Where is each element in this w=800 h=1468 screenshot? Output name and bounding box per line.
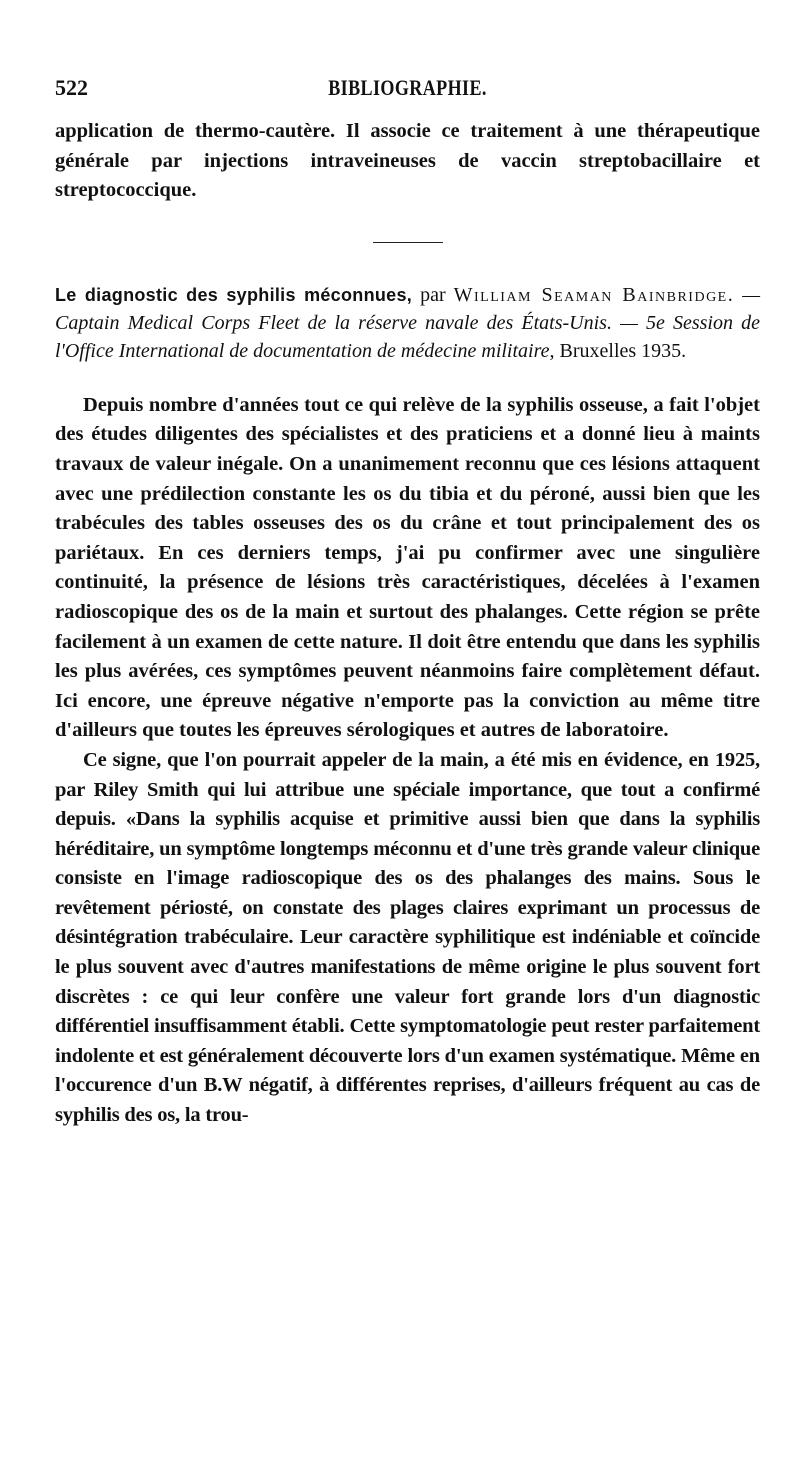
entry-place: Bruxelles 1935. (559, 339, 687, 362)
document-page (55, 75, 760, 1131)
body-paragraph-1: Depuis nombre d'années tout ce qui relève de la syphilis osseuse, a fait l'objet des études diligentes des spécialistes et des praticiens et a donné lieu à maints travaux de valeur inégale. On a unanimement reconnu que ces lésions attaquent avec une prédilection constante les os du tibia et du péroné, aussi bien que les trabécules des tables osseuses des os du crâne et tout principalement des os pariétaux. En ces derniers temps, j'ai pu confirmer avec une singulière continuité, la présence de lésions très caractéristiques, décelées à l'examen radioscopique des os de la main et surtout des phalanges. Cette région se prête facilement à un examen de cette nature. Il doit être entendu que dans les syphilis les plus avérées, ces symptômes peuvent néanmoins faire complètement défaut. Ici encore, une épreuve négative n'emporte pas la conviction au même titre d'ailleurs que toutes les épreuves sérologiques et autres de laboratoire. (55, 393, 760, 742)
entry-par: par (420, 283, 446, 306)
article-body (55, 391, 760, 1131)
body-paragraph-2: Ce signe, que l'on pourrait appeler de la main, a été mis en évidence, en 1925, par Riley Smith qui lui attribue une spéciale importance, que tout a confirmé depuis. «Dans la syphilis acquise et primitive aussi bien que dans la syphilis héréditaire, un symptôme longtemps méconnu et d'une très grande valeur clinique consiste en l'image radioscopique des os des phalanges des mains. Sous le revêtement périosté, on constate des plages claires exprimant un processus de désintégration trabéculaire. Leur caractère syphilitique est indéniable et coïncide le plus souvent avec d'autres manifestations de même origine le plus souvent fort discrètes : ce qui leur confère une valeur fort grande lors d'un diagnostic différentiel insuffisamment établi. Cette symptomatologie peut rester parfaitement indolente et est généralement découverte lors d'un examen systématique. Même en l'occurence d'un B.W négatif, à différentes reprises, d'ailleurs fréquent au cas de syphilis des os, la trou- (55, 748, 760, 1127)
running-title: BIBLIOGRAPHIE. (328, 75, 487, 100)
entry-details: — Captain Medical Corps Fleet de la réserve navale des États-Unis. — 5e Session de l'Office International de documentation de médecine militaire, (55, 283, 761, 362)
entry-title: Le diagnostic des syphilis méconnues, (55, 284, 413, 305)
page-number: 522 (55, 75, 88, 100)
running-header (55, 75, 760, 105)
continuation-paragraph: application de thermo-cautère. Il associe ce traitement à une thérapeutique générale par injections intraveineuses de vaccin streptobacillaire et streptococcique. (55, 120, 760, 202)
entry-author: William Seaman Bainbridge. (453, 283, 735, 306)
bibliography-entry (55, 281, 760, 365)
section-divider (373, 242, 443, 243)
